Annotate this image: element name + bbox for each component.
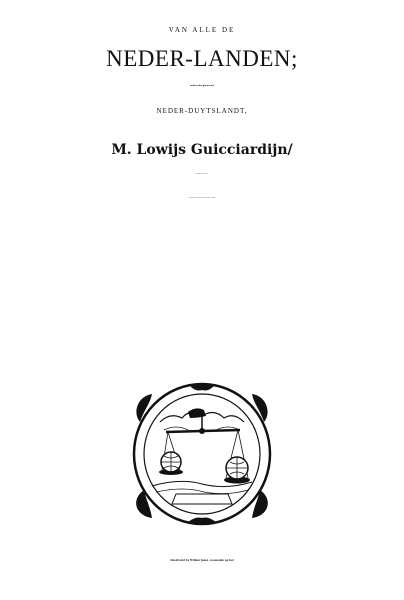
subtitle-anderssins: anderssins ghenoemt <box>190 85 214 87</box>
edition-note-line1: Oversien ende vermeerdert meer dan de helst by <box>188 198 216 199</box>
title-line-van-alle-de: VAN ALLE DE <box>168 26 236 34</box>
author-title: Edelman van Florencen: <box>195 174 209 175</box>
main-title-nederlanden: NEDER-LANDEN; <box>106 46 298 71</box>
author-name: M. Lowijs Guicciardijn/ <box>111 142 293 158</box>
subtitle-neder-duytslandt: NEDER-DUYTSLANDT, <box>156 107 248 115</box>
printers-device-emblem <box>130 382 274 526</box>
imprint-printer: Ghedruckt by Willem Jansz. woonende op het <box>170 559 234 562</box>
